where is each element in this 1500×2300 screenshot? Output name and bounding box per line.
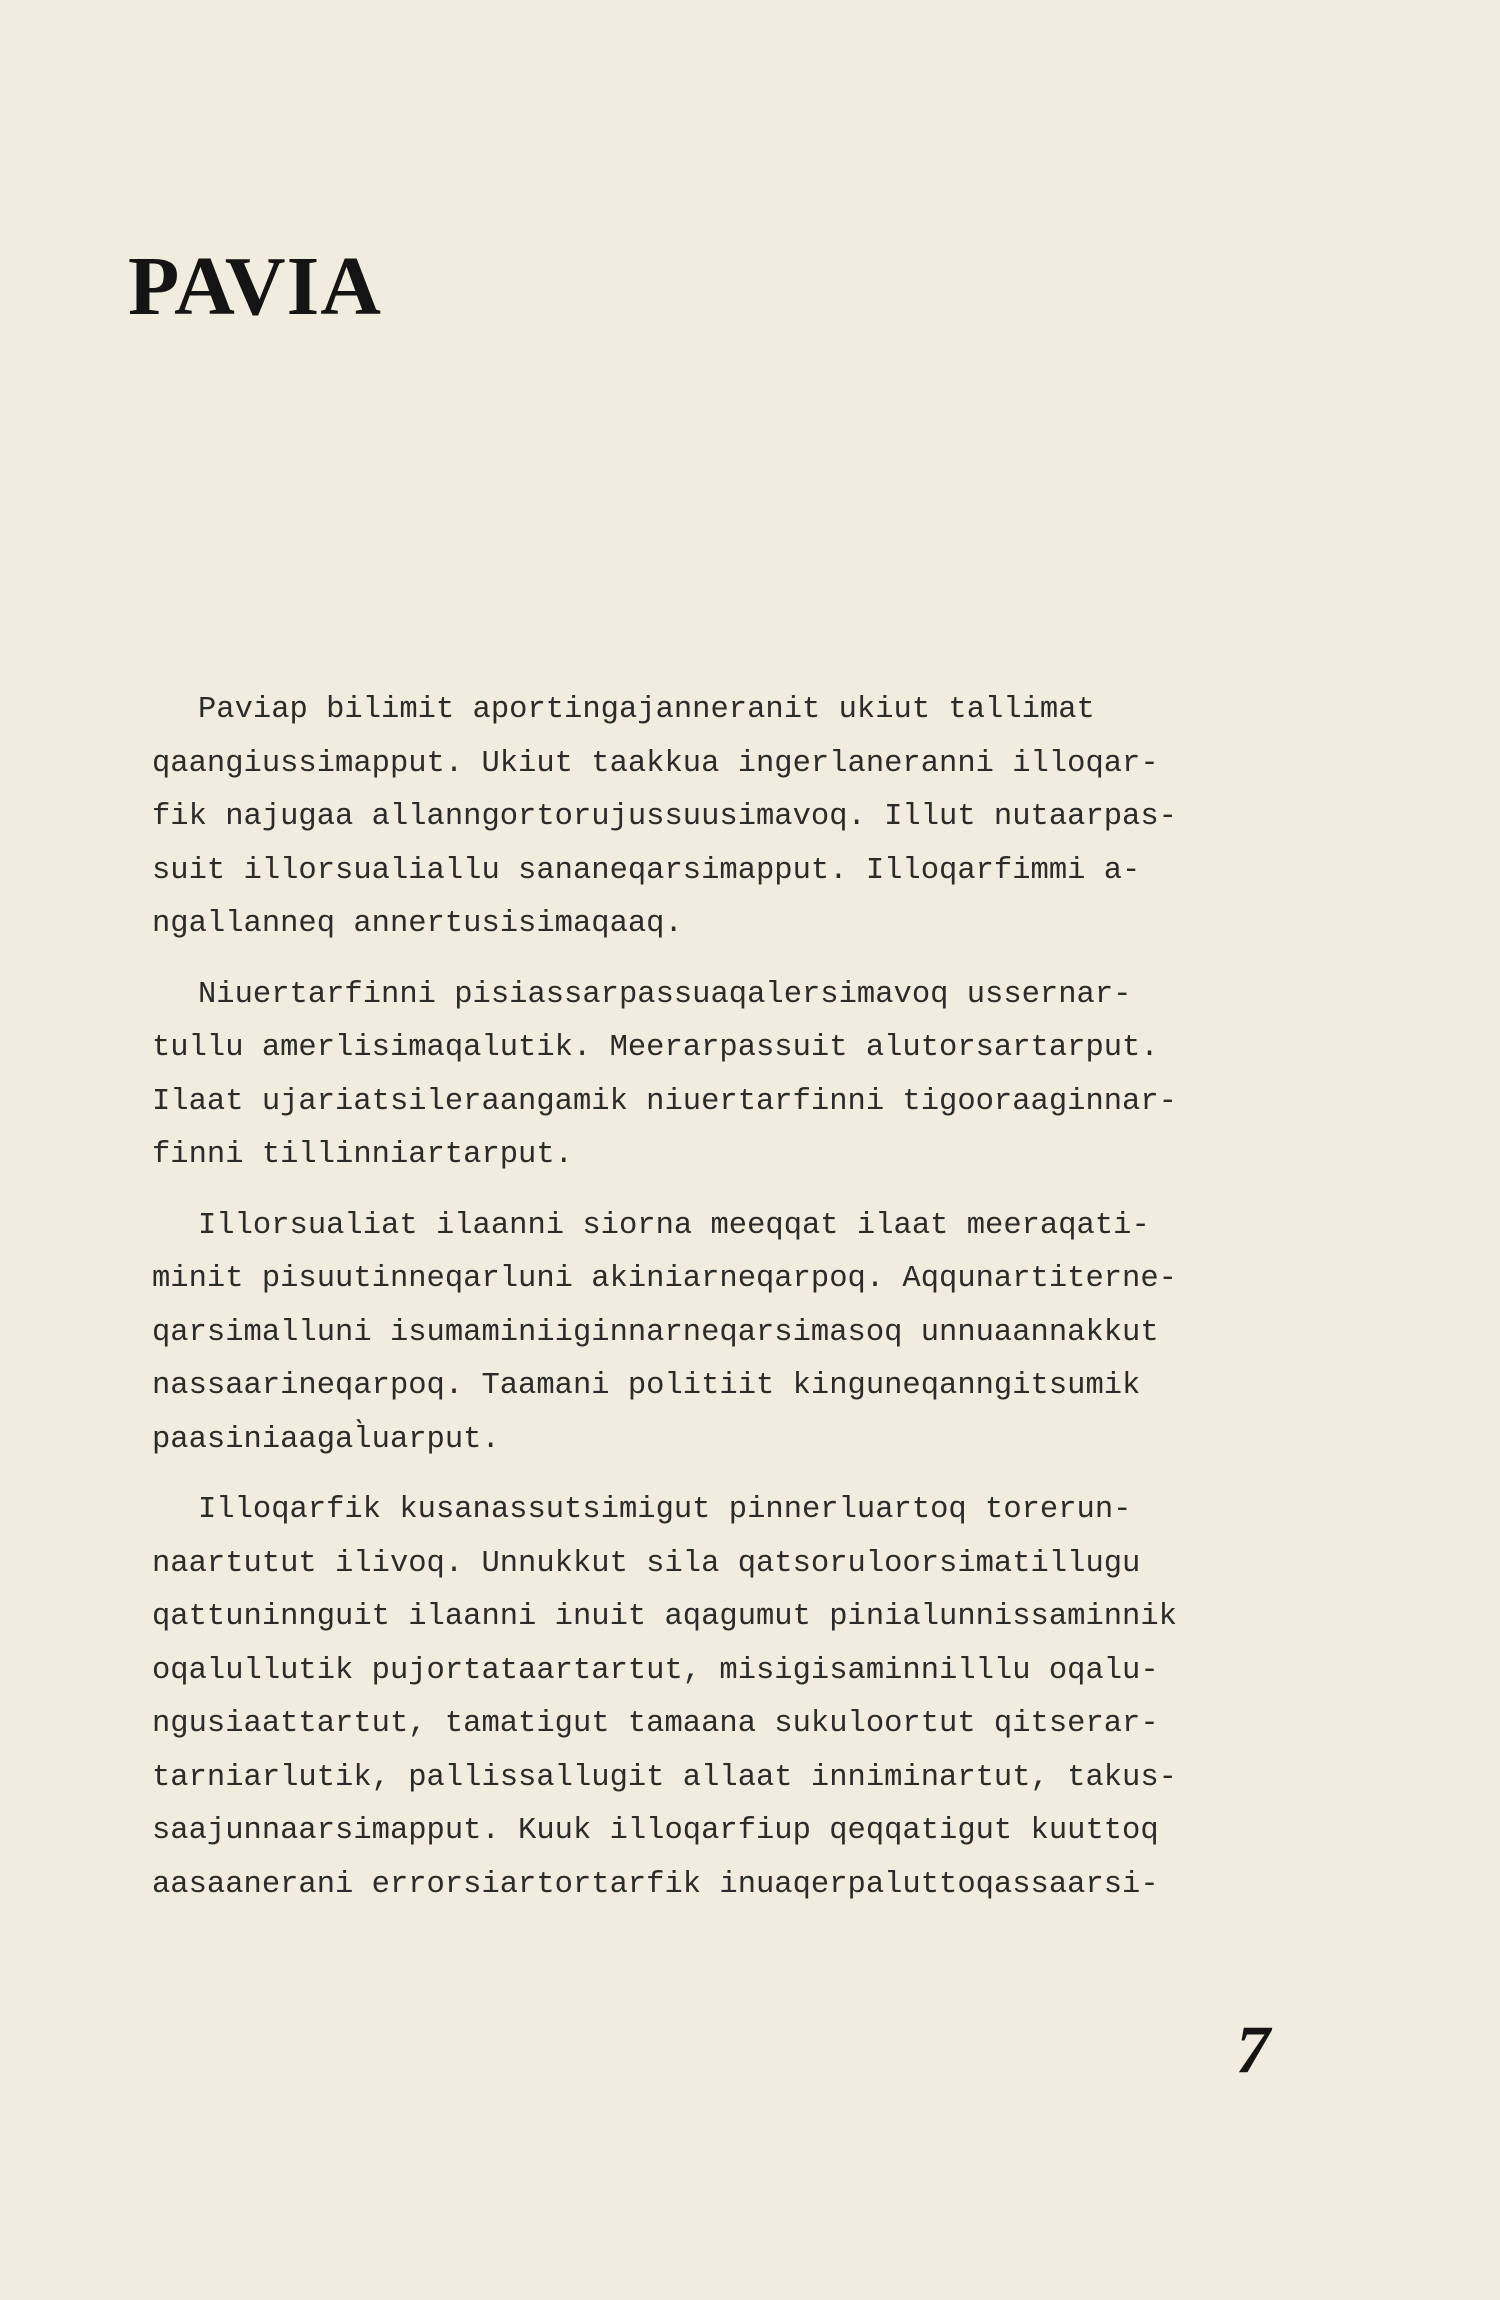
text-line: paasiniaagal̀uarput.	[152, 1422, 500, 1457]
text-line: tullu amerlisimaqalutik. Meerarpassuit alutorsartarput.	[152, 1031, 1159, 1065]
text-line: Illorsualiat ilaanni siorna meeqqat ilaat meeraqati-	[198, 1208, 1150, 1243]
paragraph	[152, 1484, 1332, 1912]
text-line: nassaarineqarpoq. Taamani politiit kinguneqanngitsumik	[152, 1369, 1141, 1403]
text-line: qattuninnguit ilaanni inuit aqagumut pinialunnissaminnik	[152, 1600, 1177, 1634]
paragraph	[152, 969, 1332, 1183]
paragraph	[152, 684, 1332, 952]
text-line: suit illorsualiallu sananeqarsimapput. Illoqarfimmi a-	[152, 853, 1141, 888]
text-line: fik najugaa allanngortorujussuusimavoq. Illut nutaarpas-	[152, 800, 1177, 834]
text-line: minit pisuutinneqarluni akiniarneqarpoq. Aqqunartiterne-	[152, 1262, 1177, 1296]
text-line: qaangiussimapput. Ukiut taakkua ingerlaneranni illoqar-	[152, 746, 1159, 781]
text-line: Paviap bilimit aportingajanneranit ukiut tallimat	[198, 693, 1095, 727]
text-line: finni tillinniartarput.	[152, 1138, 573, 1172]
text-line: ngusiaattartut, tamatigut tamaana sukuloortut qitserar-	[152, 1707, 1159, 1741]
text-line: ngallanneq annertusisimaqaaq.	[152, 907, 683, 941]
text-line: Ilaat ujariatsileraangamik niuertarfinni tigooraaginnar-	[152, 1084, 1177, 1119]
text-line: oqalullutik pujortataartartut, misigisaminnilllu oqalu-	[152, 1653, 1159, 1688]
text-line: saajunnaarsimapput. Kuuk illoqarfiup qeqqatigut kuuttoq	[152, 1814, 1159, 1848]
chapter-title: PAVIA	[128, 240, 382, 333]
text-line: tarniarlutik, pallissallugit allaat inniminartut, takus-	[152, 1760, 1177, 1795]
text-line: naartutut ilivoq. Unnukkut sila qatsoruloorsimatillugu	[152, 1546, 1141, 1581]
text-line: qarsimalluni isumaminiiginnarneqarsimasoq unnuaannakkut	[152, 1315, 1159, 1350]
text-line: Illoqarfik kusanassutsimigut pinnerluartoq torerun-	[198, 1493, 1132, 1527]
page-number: 7	[1236, 2011, 1270, 2087]
text-line: Niuertarfinni pisiassarpassuaqalersimavoq ussernar-	[198, 977, 1132, 1012]
text-line: aasaanerani errorsiartortarfik inuaqerpaluttoqassaarsi-	[152, 1867, 1159, 1902]
body-text	[152, 684, 1332, 1929]
paragraph	[152, 1200, 1332, 1468]
